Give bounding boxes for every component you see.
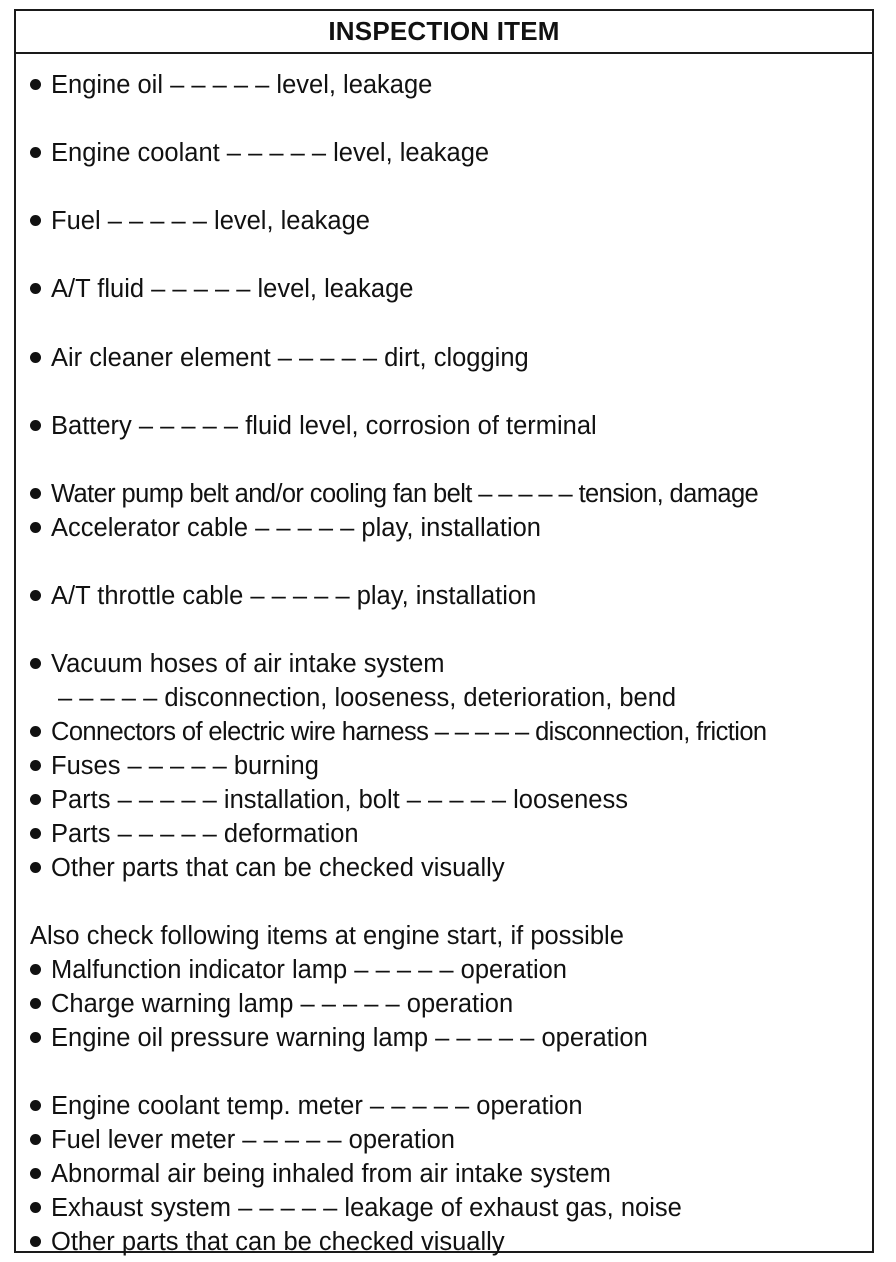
bullet-icon: [30, 862, 41, 873]
bullet-icon: [30, 79, 41, 90]
bullet-icon: [30, 1236, 41, 1247]
list-item: A/T fluid – – – – – level, leakage: [30, 274, 413, 304]
bullet-icon: [30, 420, 41, 431]
list-item: Other parts that can be checked visually: [30, 853, 505, 883]
table-title: INSPECTION ITEM: [328, 16, 560, 46]
bullet-icon: [30, 1134, 41, 1145]
list-item: Connectors of electric wire harness – – – – – disconnection, friction: [30, 717, 766, 747]
list-item: Air cleaner element – – – – – dirt, clogging: [30, 343, 529, 373]
bullet-icon: [30, 522, 41, 533]
bullet-icon: [30, 998, 41, 1009]
list-item: Engine oil pressure warning lamp – – – – – operation: [30, 1023, 648, 1053]
bullet-icon: [30, 828, 41, 839]
bullet-icon: [30, 760, 41, 771]
list-item: Parts – – – – – installation, bolt – – – – – looseness: [30, 785, 628, 815]
list-item: Exhaust system – – – – – leakage of exhaust gas, noise: [30, 1193, 682, 1223]
bullet-icon: [30, 1168, 41, 1179]
list-item: Abnormal air being inhaled from air intake system: [30, 1159, 611, 1189]
list-item: Engine oil – – – – – level, leakage: [30, 70, 432, 100]
bullet-icon: [30, 590, 41, 601]
bullet-icon: [30, 658, 41, 669]
table-header: [16, 11, 872, 54]
list-item: Fuel – – – – – level, leakage: [30, 206, 370, 236]
list-item: Charge warning lamp – – – – – operation: [30, 989, 513, 1019]
list-item: Accelerator cable – – – – – play, installation: [30, 513, 541, 543]
list-item: Vacuum hoses of air intake system: [30, 649, 445, 679]
bullet-icon: [30, 215, 41, 226]
bullet-icon: [30, 964, 41, 975]
bullet-icon: [30, 283, 41, 294]
list-item: Malfunction indicator lamp – – – – – operation: [30, 955, 567, 985]
bullet-icon: [30, 794, 41, 805]
list-item: Fuel lever meter – – – – – operation: [30, 1125, 455, 1155]
bullet-icon: [30, 1202, 41, 1213]
bullet-icon: [30, 1100, 41, 1111]
list-item: Parts – – – – – deformation: [30, 819, 359, 849]
list-item: Engine coolant temp. meter – – – – – operation: [30, 1091, 583, 1121]
bullet-icon: [30, 488, 41, 499]
inspection-table: [14, 9, 874, 1256]
list-item: A/T throttle cable – – – – – play, installation: [30, 581, 536, 611]
bullet-icon: [30, 352, 41, 363]
list-item: Other parts that can be checked visually: [30, 1227, 505, 1257]
bullet-icon: [30, 726, 41, 737]
bullet-icon: [30, 147, 41, 158]
list-item: Engine coolant – – – – – level, leakage: [30, 138, 489, 168]
section-note: Also check following items at engine start, if possible: [30, 922, 624, 950]
bullet-icon: [30, 1032, 41, 1043]
list-item: Fuses – – – – – burning: [30, 751, 319, 781]
list-item: Water pump belt and/or cooling fan belt – – – – – tension, damage: [30, 479, 758, 509]
list-item-continuation: – – – – – disconnection, looseness, deterioration, bend: [58, 684, 677, 712]
list-item: Battery – – – – – fluid level, corrosion of terminal: [30, 411, 597, 441]
